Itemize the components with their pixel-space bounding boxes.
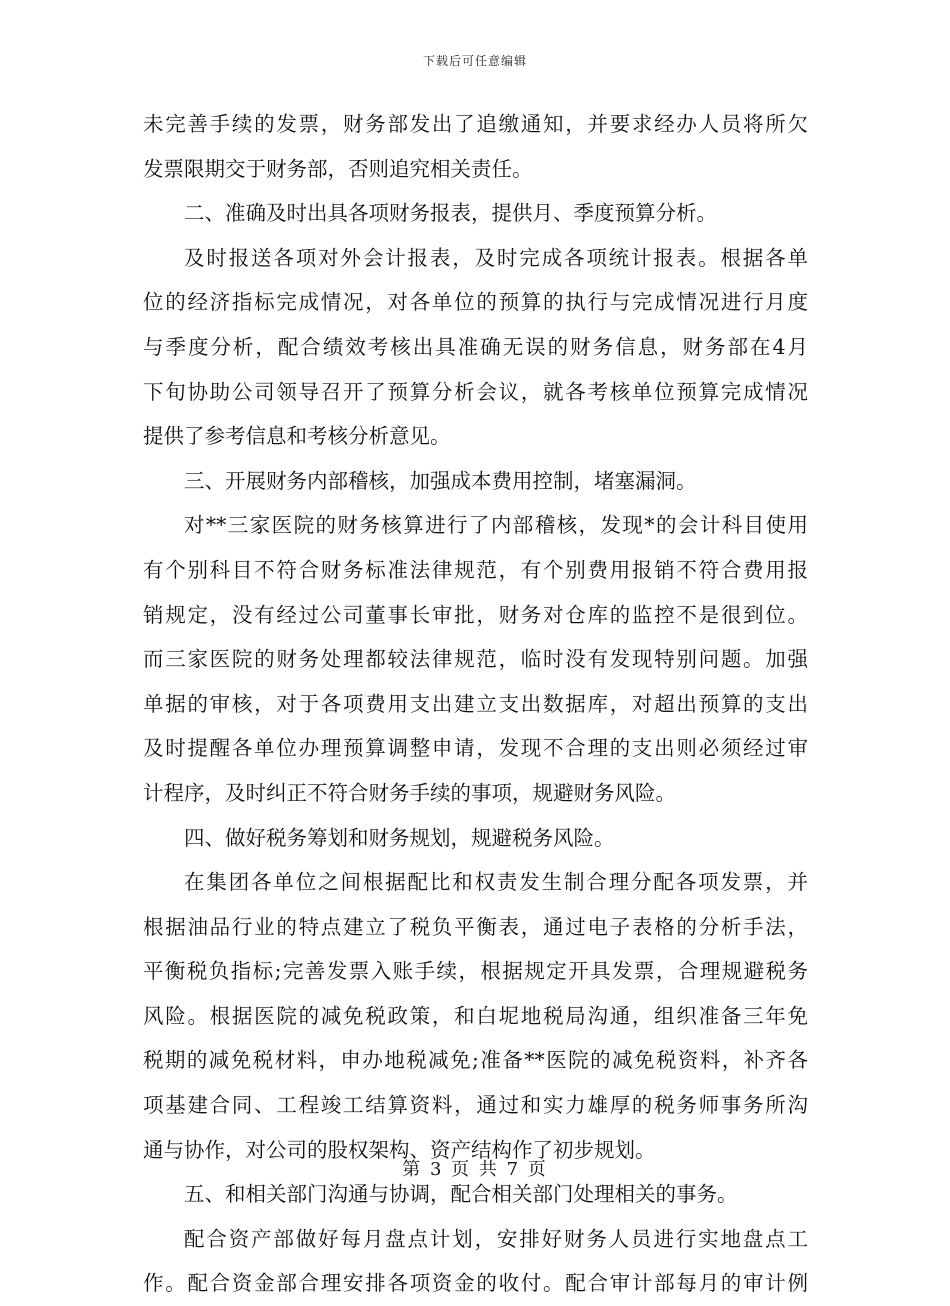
header-note: 下载后可任意编辑 (422, 54, 527, 68)
body-text-line: 而三家医院的财务处理都较法律规范，临时没有发现特别问题。加强 (143, 647, 808, 672)
body-text-line: 根据油品行业的特点建立了税负平衡表，通过电子表格的分析手法， (143, 914, 808, 939)
body-text-line: 未完善手续的发票，财务部发出了追缴通知，并要求经办人员将所欠 (143, 112, 808, 136)
body-text-line: 配合资产部做好每月盘点计划，安排好财务人员进行实地盘点工 (184, 1226, 808, 1251)
body-text-line: 风险。根据医院的减免税政策，和白坭地税局沟通，组织准备三年免 (143, 1003, 808, 1028)
body-text-line: 平衡税负指标;完善发票入账手续，根据规定开具发票，合理规避税务 (143, 959, 808, 984)
body-text-line: 作。配合资金部合理安排各项资金的收付。配合审计部每月的审计例 (143, 1271, 808, 1296)
body-text-line: 税期的减免税材料，申办地税减免;准备**医院的减免税资料，补齐各 (143, 1048, 808, 1073)
body-text-line: 及时提醒各单位办理预算调整申请，发现不合理的支出则必须经过审 (143, 736, 808, 761)
body-text-line: 与季度分析，配合绩效考核出具准确无误的财务信息，财务部在4月 (143, 334, 808, 359)
page-number-footer: 第 3 页 共 7 页 (402, 1159, 548, 1180)
body-text-line: 对**三家医院的财务核算进行了内部稽核，发现*的会计科目使用 (184, 513, 808, 538)
body-text-line: 位的经济指标完成情况，对各单位的预算的执行与完成情况进行月度 (143, 290, 808, 315)
body-text-line: 提供了参考信息和考核分析意见。 (143, 424, 451, 449)
body-text-line: 下旬协助公司领导召开了预算分析会议，就各考核单位预算完成情况 (143, 379, 808, 404)
document-body (143, 102, 808, 1306)
body-text-line: 四、做好税务筹划和财务规划，规避税务风险。 (184, 825, 615, 850)
body-text-line: 计程序，及时纠正不符合财务手续的事项，规避财务风险。 (143, 780, 676, 805)
body-text-line: 在集团各单位之间根据配比和权责发生制合理分配各项发票，并 (184, 870, 808, 895)
body-text-line: 单据的审核，对于各项费用支出建立支出数据库，对超出预算的支出 (143, 691, 808, 716)
body-text-line: 销规定，没有经过公司董事长审批，财务对仓库的监控不是很到位。 (143, 602, 808, 627)
body-text-line: 三、开展财务内部稽核，加强成本费用控制，堵塞漏洞。 (184, 468, 697, 493)
body-text-line: 二、准确及时出具各项财务报表，提供月、季度预算分析。 (184, 201, 717, 226)
body-text-line: 项基建合同、工程竣工结算资料，通过和实力雄厚的税务师事务所沟 (143, 1093, 808, 1118)
body-text-line: 五、和相关部门沟通与协调，配合相关部门处理相关的事务。 (184, 1182, 738, 1207)
body-text-line: 及时报送各项对外会计报表，及时完成各项统计报表。根据各单 (184, 245, 808, 270)
body-text-line: 有个别科目不符合财务标准法律规范，有个别费用报销不符合费用报 (143, 557, 808, 582)
body-text-line: 通与协作，对公司的股权架构、资产结构作了初步规划。 (143, 1137, 656, 1162)
body-text-line: 发票限期交于财务部，否则追究相关责任。 (143, 156, 533, 181)
